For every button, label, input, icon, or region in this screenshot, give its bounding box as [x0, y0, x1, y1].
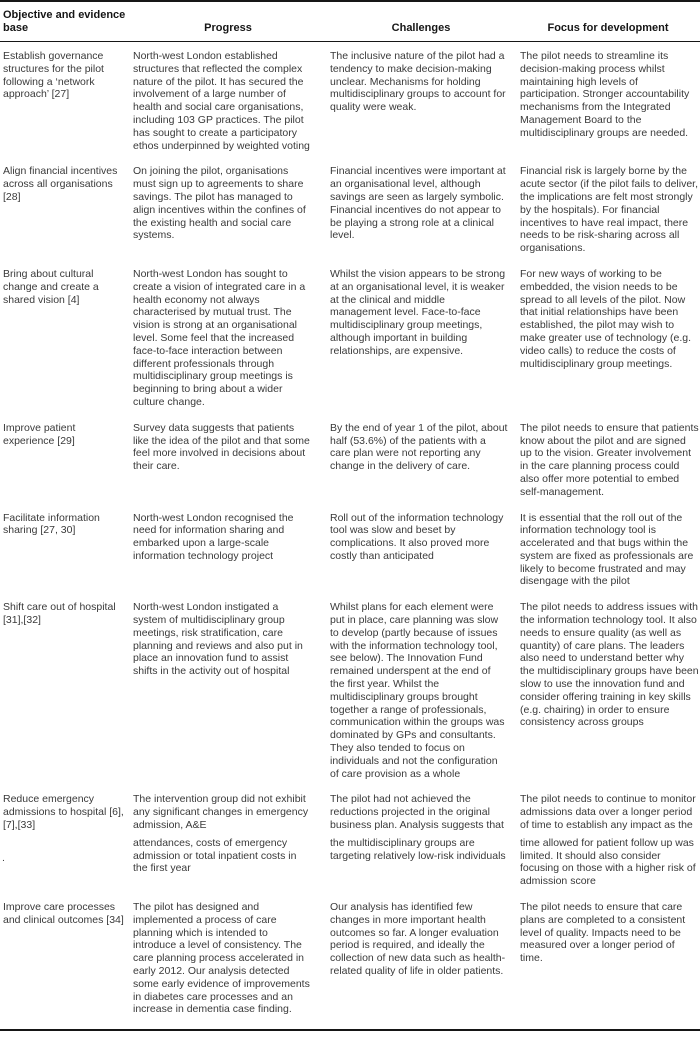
cell-paragraph: North-west London instigated a system of multidisciplinary group meetings, risk stratification, care planning and reviews and also put in place an innovation fund to assist shifts in the activity out of hospital — [133, 601, 303, 678]
cell-paragraph: Facilitate information sharing [27, 30] — [3, 511, 100, 537]
table-row — [0, 601, 700, 793]
challenges-cell — [326, 901, 516, 1030]
cell-paragraph: The pilot needs to continue to monitor admissions data over a longer period of time to establish any impact as the — [520, 793, 696, 832]
focus-cell — [516, 268, 700, 422]
cell-paragraph: The pilot needs to address issues with the information technology tool. It also needs to ensure quality (as well as quantity) of care plans. The leaders also need to understand better why the multidisciplinary groups have been slow to use the innovation fund and consider offering training in key skills (e.g. chairing) in order to ensure consistency across groups — [520, 601, 699, 729]
cell-paragraph: Whilst the vision appears to be strong at an organisational level, it is weaker at the clinical and middle management level. Face-to-face multidisciplinary group meetings, although important in building relationships, are expensive. — [330, 267, 506, 357]
cell-paragraph: North-west London recognised the need for information sharing and embarked upon a large-scale information technology project — [133, 511, 294, 562]
objective-cell — [0, 268, 130, 422]
table-header — [0, 1, 700, 42]
table-row — [0, 165, 700, 268]
cell-paragraph: Whilst plans for each element were put in place, care planning was slow to develop (partly because of issues with the information technology tool, see below). The Innovation Fund remained underspent at the end of the first year. Whilst the multidisciplinary groups brought together a range of professionals, communication within the groups was dominated by GPs and consultants. They also tended to focus on individuals and not the configuration of care provision as a whole — [330, 601, 505, 780]
cell-paragraph: Improve patient experience [29] — [3, 421, 76, 447]
cell-paragraph: Bring about cultural change and create a shared vision [4] — [3, 267, 99, 306]
cell-paragraph: On joining the pilot, organisations must sign up to agreements to share savings. The pilot has managed to align incentives within the confines of the existing health and social care systems. — [133, 165, 306, 242]
progress-cell — [130, 601, 326, 793]
col-header-progress: Progress — [130, 1, 326, 42]
challenges-cell — [326, 422, 516, 512]
challenges-cell — [326, 601, 516, 793]
objective-cell — [0, 793, 130, 901]
objective-cell — [0, 601, 130, 793]
cell-paragraph: attendances, costs of emergency admission or total inpatient costs in the first year — [133, 836, 297, 875]
progress-cell — [130, 901, 326, 1030]
table-row — [0, 42, 700, 166]
progress-cell — [130, 42, 326, 166]
cell-paragraph: North-west London established structures that reflected the complex nature of the pilot. It has secured the involvement of a large number of health and social care organisations, including 103 GP practices. The pilot has sought to create a participatory ethos underpinned by weighted voting — [133, 50, 310, 152]
cell-paragraph: Shift care out of hospital [31],[32] — [3, 601, 116, 627]
progress-cell — [130, 512, 326, 602]
table-body — [0, 42, 700, 1031]
cell-paragraph: Establish governance structures for the pilot following a ‘network approach’ [27] — [3, 50, 104, 101]
challenges-cell — [326, 793, 516, 901]
cell-paragraph: the multidisciplinary groups are targeting relatively low-risk individuals — [330, 836, 506, 862]
cell-paragraph: The intervention group did not exhibit any significant changes in emergency admission, A&E — [133, 793, 309, 832]
cell-paragraph: The pilot needs to ensure that patients know about the pilot and are signed up to the vision. Greater involvement in the care planning process could also offer more potential to embed self-management. — [520, 421, 699, 498]
focus-cell — [516, 601, 700, 793]
table-row — [0, 422, 700, 512]
cell-paragraph: The inclusive nature of the pilot had a tendency to make decision-making unclear. Mechanisms for holding multidisciplinary groups to account for quality were weak. — [330, 50, 506, 114]
table-row — [0, 268, 700, 422]
objective-cell — [0, 512, 130, 602]
cell-paragraph: Our analysis has identified few changes in more important health outcomes so far. A longer evaluation period is required, and ideally the collection of new data such as health-related quality of life in older patients. — [330, 901, 506, 977]
table-row — [0, 793, 700, 901]
objective-cell — [0, 42, 130, 166]
objective-cell — [0, 165, 130, 268]
table-row — [0, 512, 700, 602]
cell-paragraph: Financial incentives were important at an organisational level, although savings are seen as largely symbolic. Financial incentives do not appear to be playing a strong role at a clinical level. — [330, 165, 506, 242]
cell-paragraph: Roll out of the information technology tool was slow and beset by complications. It also proved more costly than anticipated — [330, 511, 504, 562]
progress-cell — [130, 268, 326, 422]
cell-paragraph: It is essential that the roll out of the information technology tool is accelerated and that bugs within the system are fixed as professionals are likely to become frustrated and may disengage with the pilot — [520, 511, 694, 588]
stray-period-mark: . — [2, 852, 5, 864]
objective-cell — [0, 901, 130, 1030]
focus-cell — [516, 793, 700, 901]
header-row — [0, 1, 700, 42]
table-row — [0, 901, 700, 1030]
cell-paragraph: The pilot has designed and implemented a process of care planning which is intended to introduce a level of consistency. The care planning process accelerated in early 2012. Our analysis detected some early evidence of improvements in diabetes care processes and an increase in dementia case finding. — [133, 901, 310, 1016]
focus-cell — [516, 901, 700, 1030]
cell-paragraph: For new ways of working to be embedded, the vision needs to be spread to all levels of the pilot. Now that initial relationships have been established, the pilot may wish to make greater use of technology (e.g. video calls) to reduce the costs of multidisciplinary group meetings. — [520, 267, 692, 370]
cell-paragraph: time allowed for patient follow up was limited. It should also consider focusing on those with a higher risk of admission score — [520, 836, 696, 888]
objective-cell — [0, 422, 130, 512]
cell-paragraph: The pilot needs to ensure that care plans are completed to a consistent level of quality. Impacts need to be measured over a longer period of time. — [520, 901, 686, 965]
challenges-cell — [326, 268, 516, 422]
cell-paragraph: The pilot had not achieved the reductions projected in the original business plan. Analysis suggests that — [330, 793, 504, 832]
cell-paragraph: Survey data suggests that patients like the idea of the pilot and that some feel more involved in decisions about their care. — [133, 421, 310, 473]
focus-cell — [516, 422, 700, 512]
progress-cell — [130, 165, 326, 268]
focus-cell — [516, 165, 700, 268]
cell-paragraph: Align financial incentives across all organisations [28] — [3, 165, 118, 203]
cell-paragraph: Improve care processes and clinical outcomes [34] — [3, 901, 124, 926]
cell-paragraph: Financial risk is largely borne by the acute sector (if the pilot fails to deliver, the implications are felt most strongly by the hospitals). For financial incentives to have real impact, there needs to be risk-sharing across all organisations. — [520, 165, 699, 255]
cell-paragraph: The pilot needs to streamline its decision-making process whilst maintaining high levels of participation. Stronger accountability mechanisms from the Integrated Management Board to the multidisciplinary groups are needed. — [520, 50, 690, 139]
col-header-challenges: Challenges — [326, 1, 516, 42]
cell-paragraph: By the end of year 1 of the pilot, about half (53.6%) of the patients with a care plan were not reporting any change in the delivery of care. — [330, 421, 508, 473]
focus-cell — [516, 512, 700, 602]
focus-cell — [516, 42, 700, 166]
col-header-objective: Objective and evidence base — [0, 1, 130, 42]
col-header-focus: Focus for development — [516, 1, 700, 42]
challenges-cell — [326, 42, 516, 166]
cell-paragraph: North-west London has sought to create a vision of integrated care in a health economy not always characterised by mutual trust. The vision is strong at an organisational level. Some feel that the increased face-to-face interaction between different professionals through multidisciplinary group meetings is beginning to bring about a wider culture change. — [133, 267, 306, 408]
challenges-cell — [326, 512, 516, 602]
cell-paragraph: Reduce emergency admissions to hospital [6],[7],[33] — [3, 793, 124, 832]
challenges-cell — [326, 165, 516, 268]
progress-cell — [130, 422, 326, 512]
progress-cell — [130, 793, 326, 901]
